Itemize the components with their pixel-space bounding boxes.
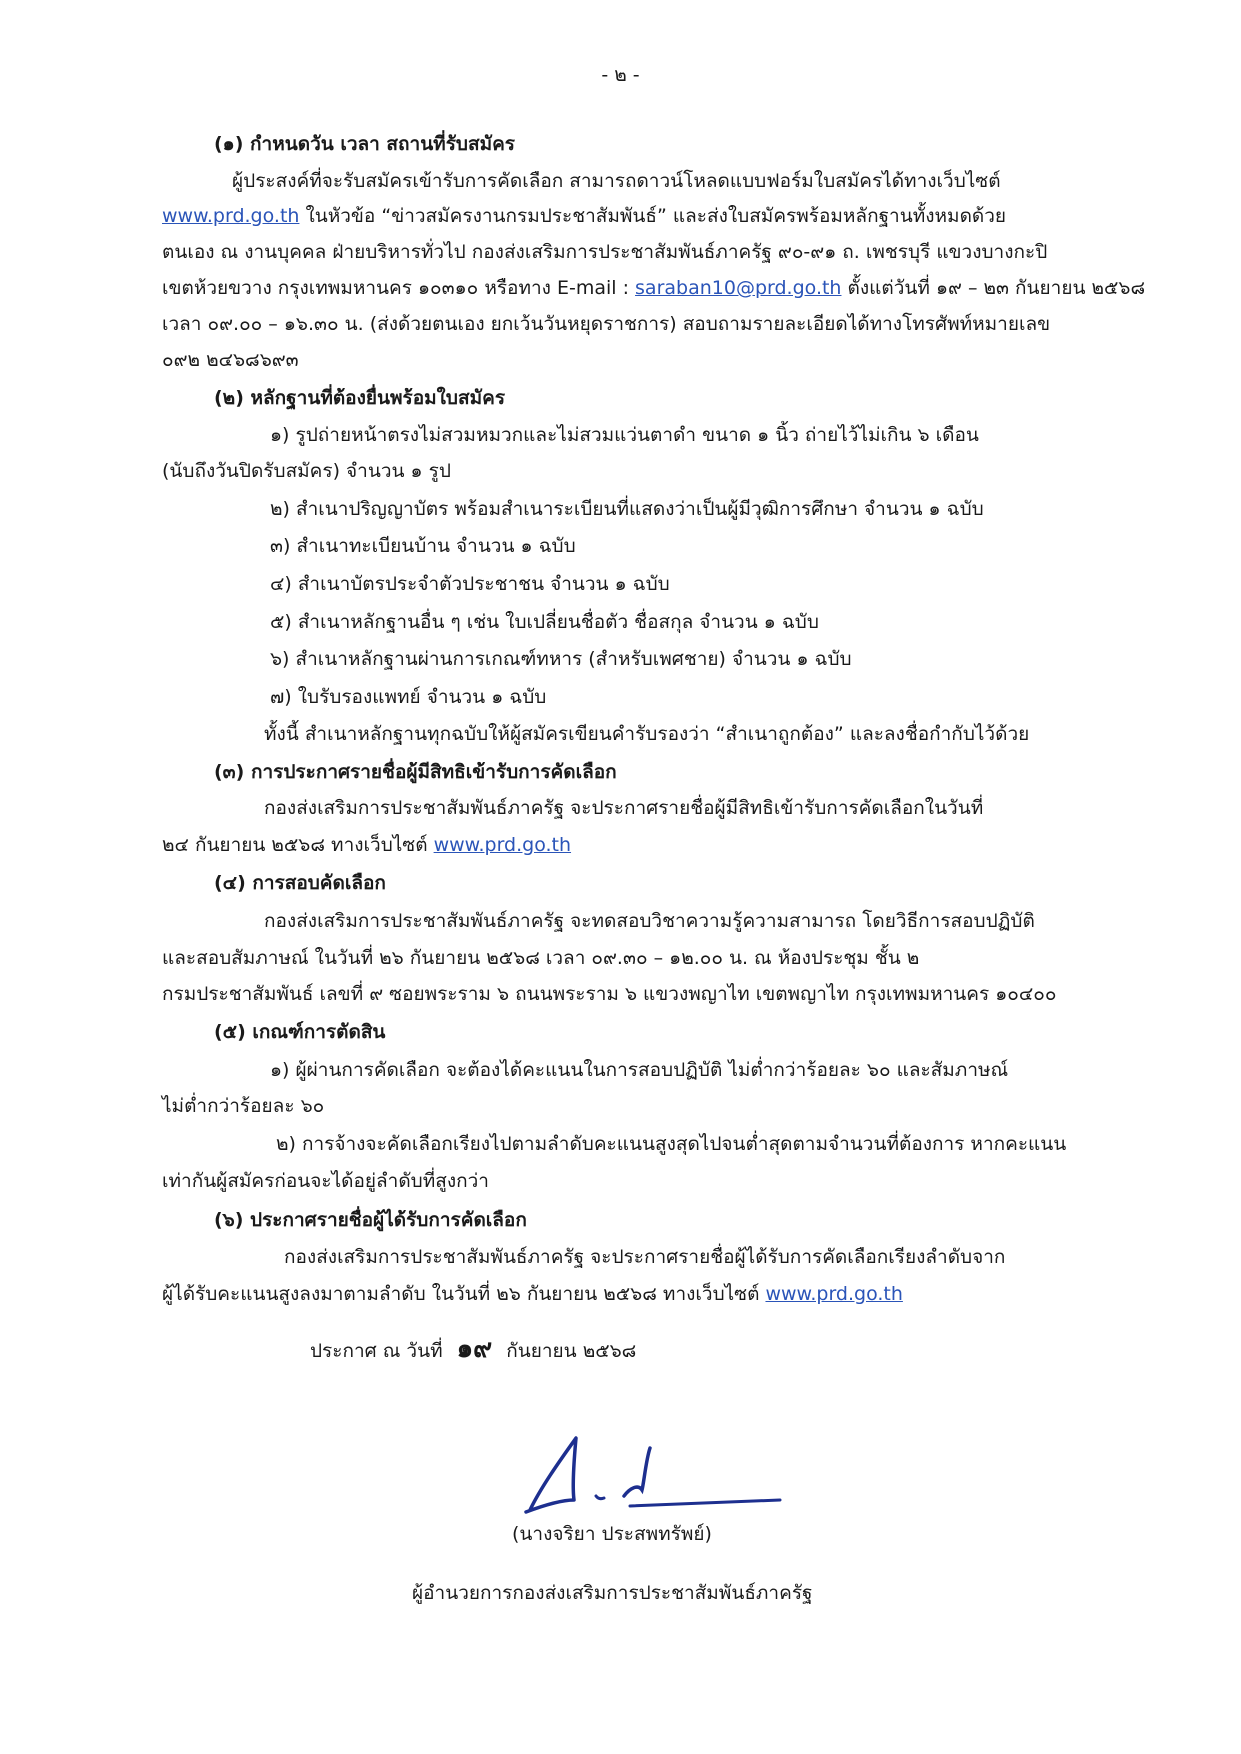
section-4-line-2: และสอบสัมภาษณ์ ในวันที่ ๒๖ กันยายน ๒๕๖๘ เวลา ๐๙.๓๐ – ๑๒.๐๐ น. ณ ห้องประชุม ชั้น ๒ [162,947,920,969]
section-3-heading: (๓) การประกาศรายชื่อผู้มีสิทธิเข้ารับการคัดเลือก [214,761,617,783]
website-link[interactable]: www.prd.go.th [433,834,572,856]
announcement-day: ๑๙ [456,1334,493,1364]
section-1-line-3: ตนเอง ณ งานบุคคล ฝ่ายบริหารทั่วไป กองส่งเสริมการประชาสัมพันธ์ภาครัฐ ๙๐-๙๑ ถ. เพชรบุรี แขวงบางกะปิ [162,241,1048,263]
section-6-line-2: ผู้ได้รับคะแนนสูงลงมาตามลำดับ ในวันที่ ๒๖ กันยายน ๒๕๖๘ ทางเว็บไซต์ www.prd.go.th [162,1283,903,1305]
announcement-date: ประกาศ ณ วันที่ ๑๙ กันยายน ๒๕๖๘ [310,1334,637,1364]
signer-name: (นางจริยา ประสพทรัพย์) [512,1523,712,1545]
evidence-item-7: ๗) ใบรับรองแพทย์ จำนวน ๑ ฉบับ [270,686,547,708]
website-link[interactable]: www.prd.go.th [765,1283,903,1305]
section-4-line-3: กรมประชาสัมพันธ์ เลขที่ ๙ ซอยพระราม ๖ ถนนพระราม ๖ แขวงพญาไท เขตพญาไท กรุงเทพมหานคร ๑๐๔๐๐ [162,983,1057,1005]
section-6-heading: (๖) ประกาศรายชื่อผู้ได้รับการคัดเลือก [214,1209,527,1231]
page-number: - ๒ - [601,64,640,86]
criteria-item-2: ๒) การจ้างจะคัดเลือกเรียงไปตามลำดับคะแนนสูงสุดไปจนต่ำสุดตามจำนวนที่ต้องการ หากคะแนน [276,1133,1067,1155]
section-3-line-2: ๒๔ กันยายน ๒๕๖๘ ทางเว็บไซต์ www.prd.go.th [162,834,572,856]
section-4-heading: (๔) การสอบคัดเลือก [214,872,386,894]
section-3-line-1: กองส่งเสริมการประชาสัมพันธ์ภาครัฐ จะประกาศรายชื่อผู้มีสิทธิเข้ารับการคัดเลือกในวันที่ [264,797,984,819]
section-1-line-5: เวลา ๐๙.๐๐ – ๑๖.๓๐ น. (ส่งด้วยตนเอง ยกเว้นวันหยุดราชการ) สอบถามรายละเอียดได้ทางโทรศัพท์หมายเลข [162,313,1051,335]
signer-title: ผู้อำนวยการกองส่งเสริมการประชาสัมพันธ์ภาครัฐ [412,1582,813,1604]
criteria-item-2-cont: เท่ากันผู้สมัครก่อนจะได้อยู่ลำดับที่สูงกว่า [162,1170,489,1192]
section-1-line-4: เขตห้วยขวาง กรุงเทพมหานคร ๑๐๓๑๐ หรือทาง E-mail : saraban10@prd.go.th ตั้งแต่วันที่ ๑๙ – ๒๓ กันยายน ๒๕๖๘ [162,277,1146,299]
section-2-heading: (๒) หลักฐานที่ต้องยื่นพร้อมใบสมัคร [214,387,506,409]
evidence-item-3: ๓) สำเนาทะเบียนบ้าน จำนวน ๑ ฉบับ [270,535,576,557]
email-link[interactable]: saraban10@prd.go.th [635,277,842,299]
criteria-item-1-cont: ไม่ต่ำกว่าร้อยละ ๖๐ [162,1095,325,1117]
evidence-item-2: ๒) สำเนาปริญญาบัตร พร้อมสำเนาระเบียนที่แสดงว่าเป็นผู้มีวุฒิการศึกษา จำนวน ๑ ฉบับ [270,498,984,520]
section-1-line-6: ๐๙๒ ๒๔๖๘๖๙๓ [162,349,299,371]
evidence-item-1-cont: (นับถึงวันปิดรับสมัคร) จำนวน ๑ รูป [162,460,451,482]
evidence-item-1: ๑) รูปถ่ายหน้าตรงไม่สวมหมวกและไม่สวมแว่นตาดำ ขนาด ๑ นิ้ว ถ่ายไว้ไม่เกิน ๖ เดือน [270,424,979,446]
section-6-line-1: กองส่งเสริมการประชาสัมพันธ์ภาครัฐ จะประกาศรายชื่อผู้ได้รับการคัดเลือกเรียงลำดับจาก [284,1246,1006,1268]
criteria-item-1: ๑) ผู้ผ่านการคัดเลือก จะต้องได้คะแนนในการสอบปฏิบัติ ไม่ต่ำกว่าร้อยละ ๖๐ และสัมภาษณ์ [270,1059,1009,1081]
evidence-item-6: ๖) สำเนาหลักฐานผ่านการเกณฑ์ทหาร (สำหรับเพศชาย) จำนวน ๑ ฉบับ [270,648,852,670]
section-1-line-1: ผู้ประสงค์ที่จะรับสมัครเข้ารับการคัดเลือก สามารถดาวน์โหลดแบบฟอร์มใบสมัครได้ทางเว็บไซต์ [232,170,1001,192]
evidence-note: ทั้งนี้ สำเนาหลักฐานทุกฉบับให้ผู้สมัครเขียนคำรับรองว่า “สำเนาถูกต้อง” และลงชื่อกำกับไว้ด้วย [264,723,1030,745]
website-link[interactable]: www.prd.go.th [162,205,300,227]
signature-image [512,1430,792,1520]
section-4-line-1: กองส่งเสริมการประชาสัมพันธ์ภาครัฐ จะทดสอบวิชาความรู้ความสามารถ โดยวิธีการสอบปฏิบัติ [264,910,1035,932]
section-1-line-2: www.prd.go.th ในหัวข้อ “ข่าวสมัครงานกรมประชาสัมพันธ์” และส่งใบสมัครพร้อมหลักฐานทั้งหมดด้วย [162,205,1007,227]
section-5-heading: (๕) เกณฑ์การตัดสิน [214,1021,386,1043]
section-1-heading: (๑) กำหนดวัน เวลา สถานที่รับสมัคร [214,133,516,155]
evidence-item-4: ๔) สำเนาบัตรประจำตัวประชาชน จำนวน ๑ ฉบับ [270,573,670,595]
evidence-item-5: ๕) สำเนาหลักฐานอื่น ๆ เช่น ใบเปลี่ยนชื่อตัว ชื่อสกุล จำนวน ๑ ฉบับ [270,611,819,633]
